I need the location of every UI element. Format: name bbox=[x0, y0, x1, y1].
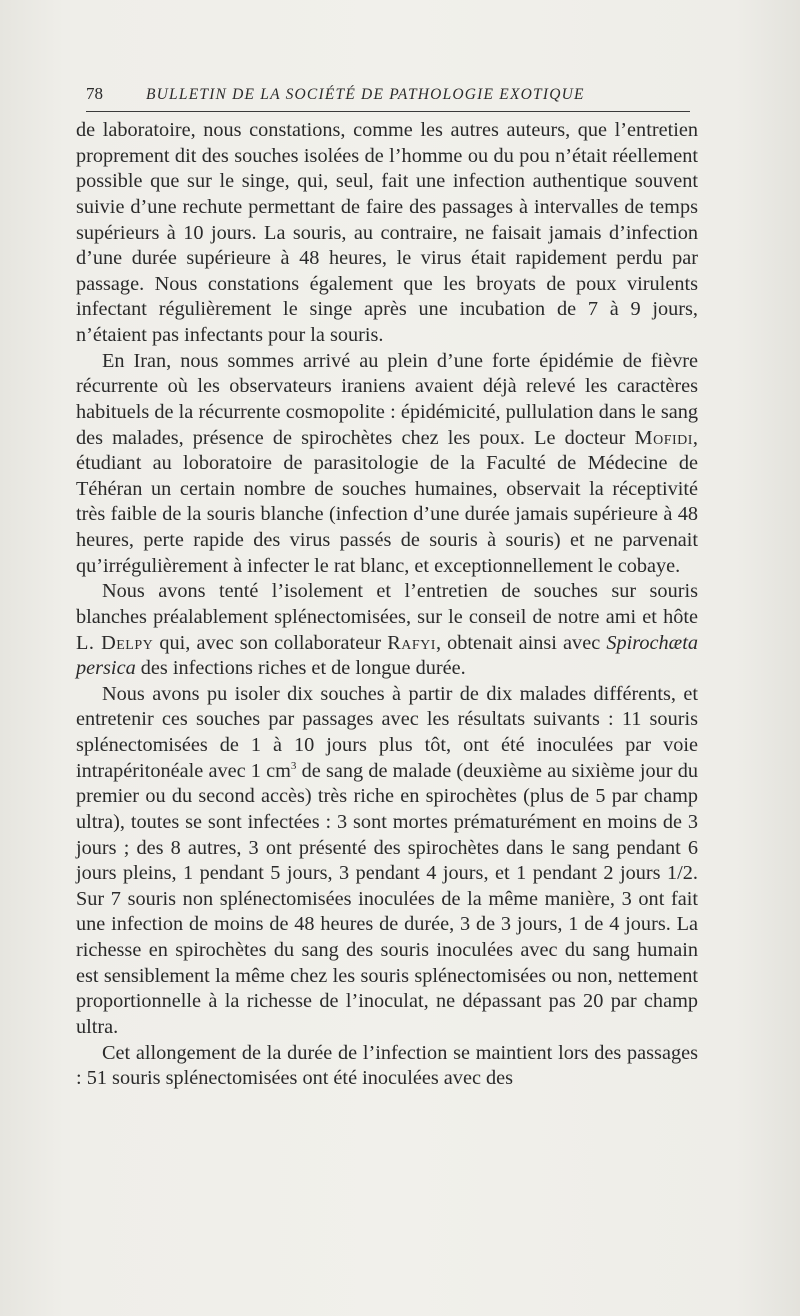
paragraph-5 bbox=[76, 1041, 698, 1092]
paragraph-1 bbox=[76, 118, 698, 349]
paragraph-2-text-a: En Iran, nous sommes arrivé au plein d’une forte épidémie de fièvre récurrente où les observateurs iraniens avaient déjà relevé les caractères habituels de la récurrente cosmopolite : épidémicité, pullulation dans le sang des malades, présence de spirochètes chez les poux. Le docteur bbox=[76, 349, 698, 449]
paragraph-4-text-b: de sang de malade (deuxième au sixième jour du premier ou du second accès) très riche en spirochètes (plus de 5 par champ ultra), toutes se sont infectées : 3 sont mortes prématurément en moins de 3 jours ; des 8 autres, 3 ont présenté des spirochètes dans le sang pendant 6 jours pleins, 1 pendant 5 jours, 3 pendant 4 jours, et 1 pendant 2 jours 1/2. Sur 7 souris non splénectomisées inoculées de la même manière, 3 ont fait une infection de moins de 48 heures de durée, 3 de 3 jours, 1 de 4 jours. La richesse en spirochètes du sang des souris inoculées avec du sang humain est sensiblement la même chez les souris splénectomisées ou non, nettement proportionnelle à la richesse de l’inoculat, ne dépassant pas 20 par champ ultra. bbox=[76, 759, 698, 1038]
running-title: BULLETIN DE LA SOCIÉTÉ DE PATHOLOGIE EXOTIQUE bbox=[146, 86, 585, 103]
species-name: Spirochæta persica bbox=[76, 631, 698, 680]
author-name-mofidi: Mofidi bbox=[634, 426, 693, 449]
page-number: 78 bbox=[86, 84, 103, 103]
paragraph-3-text-b: qui, avec son collaborateur bbox=[153, 631, 388, 654]
author-name-rafyi: Rafyi bbox=[387, 631, 436, 654]
paragraph-2-text-b: , étudiant au loboratoire de parasitologie de la Faculté de Médecine de Téhéran un certain nombre de souches humaines, observait la réceptivité très faible de la souris blanche (infection d’une durée jamais supérieure à 48 heures, perte rapide des virus passés de souris à souris) et ne parvenait qu’irrégulièrement à infecter le rat blanc, et exceptionnellement le cobaye. bbox=[76, 426, 698, 577]
paragraph-3-text-d: des infections riches et de longue durée. bbox=[135, 657, 466, 680]
paragraph-4-text-a: Nous avons pu isoler dix souches à partir de dix malades différents, et entretenir ces souches par passages avec les résultats suivants : 11 souris splénectomisées de 1 à 10 jours plus tôt, ont été inoculées par voie intrapéritonéale avec 1 cm bbox=[76, 682, 698, 782]
paragraph-1-text: de laboratoire, nous constations, comme les autres auteurs, que l’entretien proprement dit des souches isolées de l’homme ou du pou n’était réellement possible que sur le singe, qui, seul, fait une infection authentique souvent suivie d’une rechute permettant de faire des passages à intervalles de temps supérieurs à 10 jours. La souris, au contraire, ne faisait jamais d’infection d’une durée supérieure à 48 heures, le virus était rapidement perdu par passage. Nous constations également que les broyats de poux virulents infectant régulièrement le singe après une incubation de 7 à 9 jours, n’étaient pas infectants pour la souris. bbox=[76, 119, 698, 346]
paragraph-5-text: Cet allongement de la durée de l’infection se maintient lors des passages : 51 souris splénectomisées ont été inoculées avec des bbox=[76, 1041, 698, 1090]
superscript-3: 3 bbox=[290, 759, 297, 772]
header-rule bbox=[86, 111, 690, 112]
paragraph-3-text-c: , obtenait ainsi avec bbox=[435, 631, 607, 654]
paragraph-4 bbox=[76, 682, 698, 1041]
paragraph-3 bbox=[76, 579, 698, 682]
article-body bbox=[76, 118, 698, 1092]
page-header bbox=[86, 78, 690, 108]
author-name-delpy: L. Delpy bbox=[76, 631, 154, 654]
paragraph-2 bbox=[76, 349, 698, 580]
paragraph-3-text-a: Nous avons tenté l’isolement et l’entretien de souches sur souris blanches préalablement splénectomisées, sur le conseil de notre ami et hôte bbox=[76, 580, 698, 628]
